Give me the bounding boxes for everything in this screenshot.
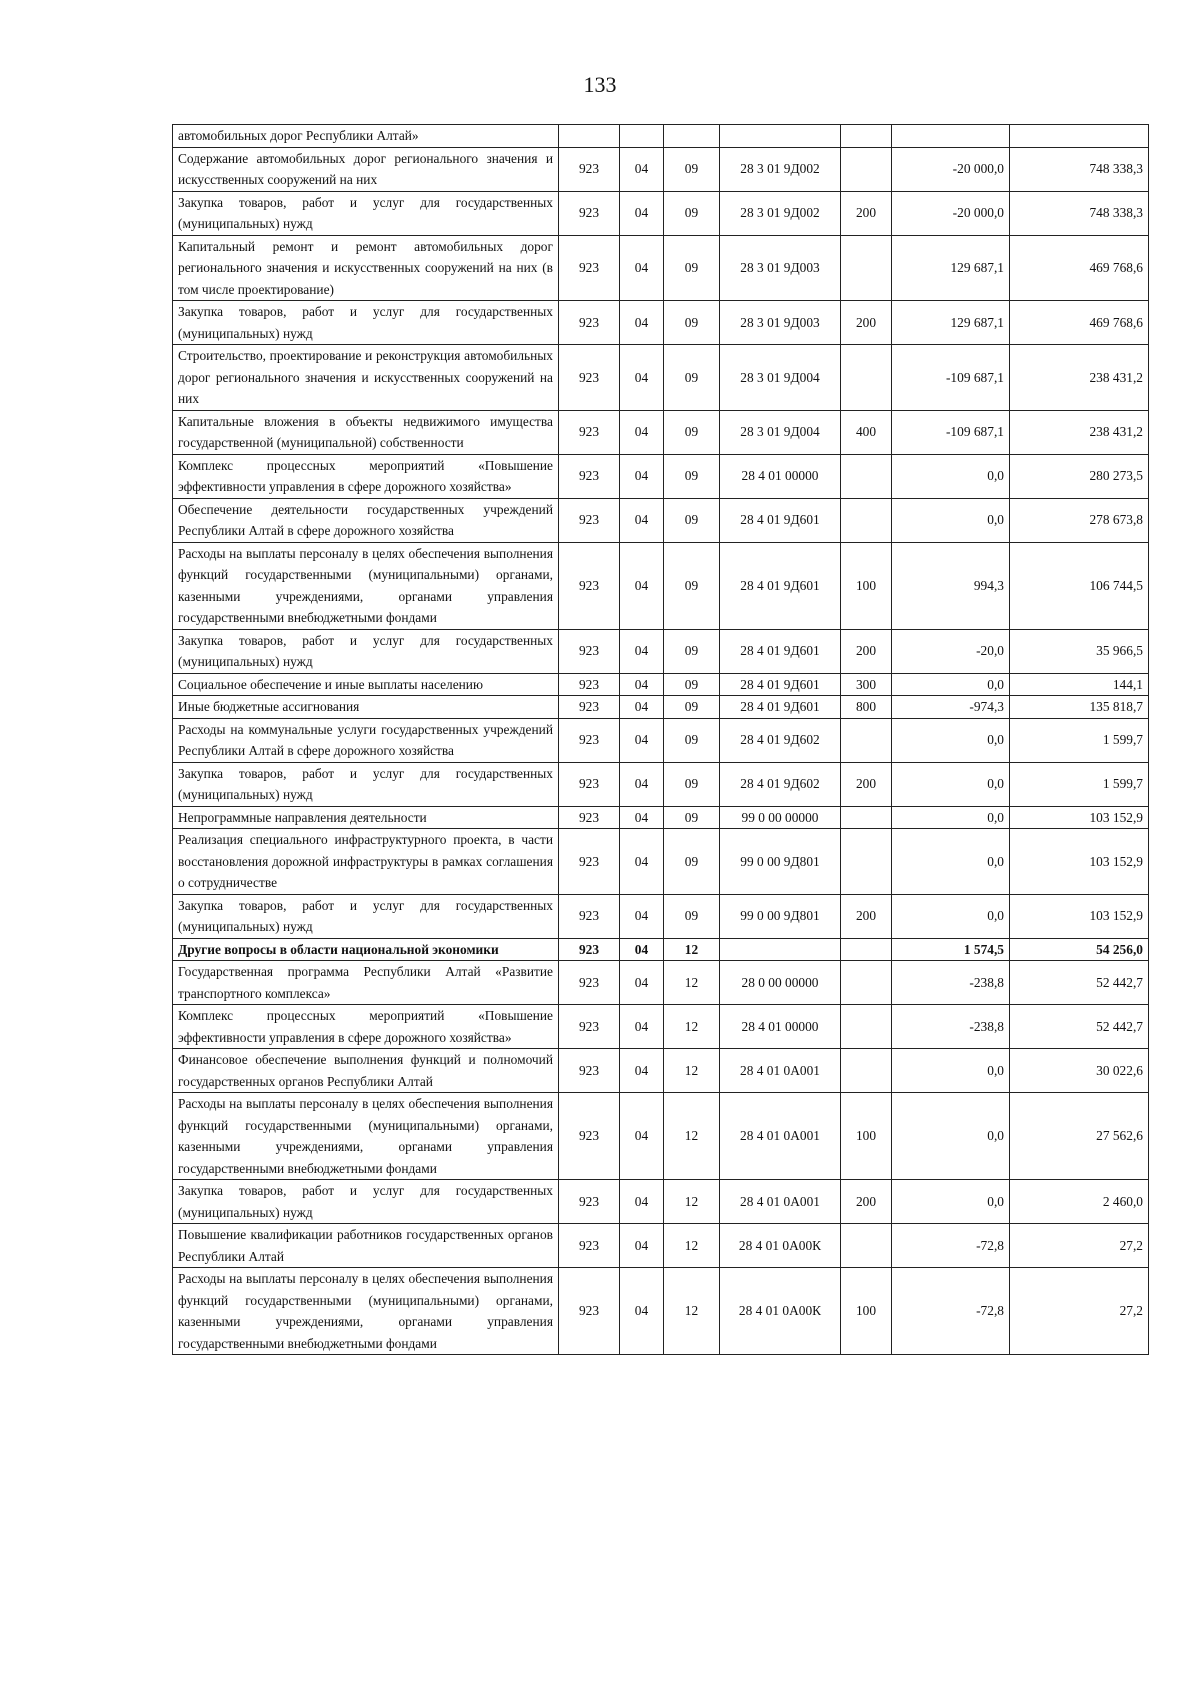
subsection-code: 09 <box>664 718 720 762</box>
subsection-code: 12 <box>664 961 720 1005</box>
total-amount: 135 818,7 <box>1010 696 1149 719</box>
total-amount <box>1010 125 1149 148</box>
section-code: 04 <box>620 410 664 454</box>
table-row <box>173 938 1149 961</box>
expense-type-code: 200 <box>841 762 892 806</box>
expense-type-code: 100 <box>841 542 892 629</box>
total-amount: 748 338,3 <box>1010 147 1149 191</box>
expense-type-code: 300 <box>841 673 892 696</box>
target-article-code: 99 0 00 9Д801 <box>720 829 841 895</box>
target-article-code: 28 3 01 9Д004 <box>720 345 841 411</box>
expense-type-code: 200 <box>841 191 892 235</box>
change-amount: 0,0 <box>892 1093 1010 1180</box>
target-article-code: 28 4 01 00000 <box>720 1005 841 1049</box>
total-amount: 2 460,0 <box>1010 1180 1149 1224</box>
table-row <box>173 673 1149 696</box>
subsection-code: 09 <box>664 235 720 301</box>
section-code: 04 <box>620 301 664 345</box>
change-amount: 0,0 <box>892 829 1010 895</box>
table-row <box>173 301 1149 345</box>
table-row <box>173 345 1149 411</box>
change-amount: -20 000,0 <box>892 147 1010 191</box>
total-amount: 1 599,7 <box>1010 718 1149 762</box>
subsection-code: 09 <box>664 147 720 191</box>
subsection-code: 12 <box>664 1049 720 1093</box>
expense-type-code <box>841 1224 892 1268</box>
row-name: Расходы на выплаты персоналу в целях обеспечения выполнения функций государственными (муниципальными) органами, казенными учреждениями, органами управления государственными внебюджетными фондами <box>173 1268 559 1355</box>
section-code <box>620 125 664 148</box>
expense-type-code <box>841 1005 892 1049</box>
expense-type-code: 200 <box>841 1180 892 1224</box>
total-amount: 1 599,7 <box>1010 762 1149 806</box>
change-amount: 1 574,5 <box>892 938 1010 961</box>
total-amount: 280 273,5 <box>1010 454 1149 498</box>
total-amount: 54 256,0 <box>1010 938 1149 961</box>
total-amount: 106 744,5 <box>1010 542 1149 629</box>
table-row <box>173 542 1149 629</box>
expense-type-code: 100 <box>841 1093 892 1180</box>
expense-type-code <box>841 1049 892 1093</box>
expense-type-code <box>841 961 892 1005</box>
target-article-code: 28 3 01 9Д004 <box>720 410 841 454</box>
table-row <box>173 829 1149 895</box>
table-row <box>173 762 1149 806</box>
admin-code: 923 <box>559 718 620 762</box>
expense-type-code <box>841 829 892 895</box>
admin-code: 923 <box>559 1049 620 1093</box>
admin-code: 923 <box>559 1180 620 1224</box>
row-name: Финансовое обеспечение выполнения функций и полномочий государственных органов Республики Алтай <box>173 1049 559 1093</box>
admin-code: 923 <box>559 696 620 719</box>
target-article-code: 28 0 00 00000 <box>720 961 841 1005</box>
target-article-code: 28 4 01 0А001 <box>720 1093 841 1180</box>
section-code: 04 <box>620 894 664 938</box>
target-article-code <box>720 938 841 961</box>
change-amount: 0,0 <box>892 454 1010 498</box>
admin-code: 923 <box>559 301 620 345</box>
table-row <box>173 1224 1149 1268</box>
table-row <box>173 1005 1149 1049</box>
admin-code: 923 <box>559 454 620 498</box>
section-code: 04 <box>620 147 664 191</box>
total-amount: 748 338,3 <box>1010 191 1149 235</box>
subsection-code: 09 <box>664 345 720 411</box>
table-row <box>173 454 1149 498</box>
row-name: Другие вопросы в области национальной экономики <box>173 938 559 961</box>
total-amount: 278 673,8 <box>1010 498 1149 542</box>
admin-code: 923 <box>559 345 620 411</box>
change-amount: -20 000,0 <box>892 191 1010 235</box>
total-amount: 103 152,9 <box>1010 894 1149 938</box>
table-row <box>173 410 1149 454</box>
change-amount: 0,0 <box>892 718 1010 762</box>
section-code: 04 <box>620 1268 664 1355</box>
admin-code: 923 <box>559 1005 620 1049</box>
total-amount: 103 152,9 <box>1010 806 1149 829</box>
expense-type-code <box>841 806 892 829</box>
row-name: Реализация специального инфраструктурного проекта, в части восстановления дорожной инфраструктуры в рамках соглашения о сотрудничестве <box>173 829 559 895</box>
admin-code: 923 <box>559 762 620 806</box>
change-amount: 0,0 <box>892 894 1010 938</box>
expense-type-code <box>841 454 892 498</box>
admin-code: 923 <box>559 410 620 454</box>
table-row <box>173 718 1149 762</box>
target-article-code: 28 4 01 9Д601 <box>720 673 841 696</box>
row-name: Комплекс процессных мероприятий «Повышение эффективности управления в сфере дорожного хозяйства» <box>173 1005 559 1049</box>
change-amount: 0,0 <box>892 1049 1010 1093</box>
subsection-code: 09 <box>664 894 720 938</box>
section-code: 04 <box>620 542 664 629</box>
row-name: Социальное обеспечение и иные выплаты населению <box>173 673 559 696</box>
expense-type-code: 100 <box>841 1268 892 1355</box>
target-article-code: 99 0 00 00000 <box>720 806 841 829</box>
total-amount: 238 431,2 <box>1010 345 1149 411</box>
total-amount: 27,2 <box>1010 1268 1149 1355</box>
admin-code: 923 <box>559 1093 620 1180</box>
total-amount: 27,2 <box>1010 1224 1149 1268</box>
admin-code: 923 <box>559 498 620 542</box>
page-number: 133 <box>583 72 617 97</box>
table-row <box>173 147 1149 191</box>
row-name: Непрограммные направления деятельности <box>173 806 559 829</box>
subsection-code: 12 <box>664 1093 720 1180</box>
target-article-code: 28 3 01 9Д003 <box>720 301 841 345</box>
table-row <box>173 498 1149 542</box>
change-amount: 0,0 <box>892 762 1010 806</box>
subsection-code: 09 <box>664 410 720 454</box>
subsection-code: 12 <box>664 1180 720 1224</box>
section-code: 04 <box>620 696 664 719</box>
expense-type-code: 200 <box>841 894 892 938</box>
section-code: 04 <box>620 1049 664 1093</box>
expense-type-code <box>841 938 892 961</box>
row-name: Расходы на выплаты персоналу в целях обеспечения выполнения функций государственными (муниципальными) органами, казенными учреждениями, органами управления государственными внебюджетными фондами <box>173 542 559 629</box>
section-code: 04 <box>620 938 664 961</box>
subsection-code: 09 <box>664 301 720 345</box>
section-code: 04 <box>620 345 664 411</box>
table-row <box>173 894 1149 938</box>
admin-code: 923 <box>559 147 620 191</box>
expense-type-code <box>841 718 892 762</box>
expense-type-code: 200 <box>841 629 892 673</box>
subsection-code: 12 <box>664 1224 720 1268</box>
row-name: Обеспечение деятельности государственных учреждений Республики Алтай в сфере дорожного хозяйства <box>173 498 559 542</box>
total-amount: 52 442,7 <box>1010 961 1149 1005</box>
total-amount: 103 152,9 <box>1010 829 1149 895</box>
table-row <box>173 1049 1149 1093</box>
target-article-code: 28 3 01 9Д002 <box>720 147 841 191</box>
change-amount: 0,0 <box>892 806 1010 829</box>
section-code: 04 <box>620 1224 664 1268</box>
admin-code: 923 <box>559 1224 620 1268</box>
row-name: Иные бюджетные ассигнования <box>173 696 559 719</box>
target-article-code: 28 4 01 9Д601 <box>720 696 841 719</box>
section-code: 04 <box>620 762 664 806</box>
admin-code: 923 <box>559 1268 620 1355</box>
expense-type-code <box>841 147 892 191</box>
change-amount: 0,0 <box>892 673 1010 696</box>
row-name: Расходы на выплаты персоналу в целях обеспечения выполнения функций государственными (муниципальными) органами, казенными учреждениями, органами управления государственными внебюджетными фондами <box>173 1093 559 1180</box>
row-name: Закупка товаров, работ и услуг для государственных (муниципальных) нужд <box>173 191 559 235</box>
change-amount: 994,3 <box>892 542 1010 629</box>
change-amount <box>892 125 1010 148</box>
subsection-code: 09 <box>664 454 720 498</box>
row-name: Закупка товаров, работ и услуг для государственных (муниципальных) нужд <box>173 1180 559 1224</box>
expense-type-code: 400 <box>841 410 892 454</box>
subsection-code: 12 <box>664 938 720 961</box>
row-name: Закупка товаров, работ и услуг для государственных (муниципальных) нужд <box>173 762 559 806</box>
target-article-code: 28 3 01 9Д003 <box>720 235 841 301</box>
row-name: Повышение квалификации работников государственных органов Республики Алтай <box>173 1224 559 1268</box>
admin-code: 923 <box>559 191 620 235</box>
target-article-code: 28 4 01 0А001 <box>720 1180 841 1224</box>
section-code: 04 <box>620 235 664 301</box>
subsection-code: 12 <box>664 1005 720 1049</box>
subsection-code: 09 <box>664 762 720 806</box>
row-name: автомобильных дорог Республики Алтай» <box>173 125 559 148</box>
admin-code: 923 <box>559 673 620 696</box>
table-row <box>173 235 1149 301</box>
row-name: Закупка товаров, работ и услуг для государственных (муниципальных) нужд <box>173 629 559 673</box>
row-name: Содержание автомобильных дорог регионального значения и искусственных сооружений на них <box>173 147 559 191</box>
table-row <box>173 629 1149 673</box>
target-article-code: 28 3 01 9Д002 <box>720 191 841 235</box>
total-amount: 469 768,6 <box>1010 301 1149 345</box>
section-code: 04 <box>620 829 664 895</box>
target-article-code: 28 4 01 9Д601 <box>720 629 841 673</box>
admin-code: 923 <box>559 806 620 829</box>
target-article-code <box>720 125 841 148</box>
row-name: Закупка товаров, работ и услуг для государственных (муниципальных) нужд <box>173 301 559 345</box>
total-amount: 144,1 <box>1010 673 1149 696</box>
target-article-code: 28 4 01 9Д602 <box>720 718 841 762</box>
row-name: Закупка товаров, работ и услуг для государственных (муниципальных) нужд <box>173 894 559 938</box>
target-article-code: 28 4 01 00000 <box>720 454 841 498</box>
section-code: 04 <box>620 454 664 498</box>
change-amount: -238,8 <box>892 1005 1010 1049</box>
expense-type-code <box>841 345 892 411</box>
section-code: 04 <box>620 1005 664 1049</box>
expense-type-code <box>841 125 892 148</box>
change-amount: -20,0 <box>892 629 1010 673</box>
row-name: Капитальный ремонт и ремонт автомобильных дорог регионального значения и искусственных сооружений на них (в том числе проектирование) <box>173 235 559 301</box>
table-row <box>173 1268 1149 1355</box>
row-name: Расходы на коммунальные услуги государственных учреждений Республики Алтай в сфере дорожного хозяйства <box>173 718 559 762</box>
section-code: 04 <box>620 673 664 696</box>
table-row <box>173 1180 1149 1224</box>
row-name: Государственная программа Республики Алтай «Развитие транспортного комплекса» <box>173 961 559 1005</box>
table-row <box>173 1093 1149 1180</box>
change-amount: -109 687,1 <box>892 410 1010 454</box>
total-amount: 27 562,6 <box>1010 1093 1149 1180</box>
change-amount: 0,0 <box>892 498 1010 542</box>
target-article-code: 28 4 01 9Д602 <box>720 762 841 806</box>
expense-type-code: 800 <box>841 696 892 719</box>
total-amount: 238 431,2 <box>1010 410 1149 454</box>
target-article-code: 28 4 01 0А00К <box>720 1268 841 1355</box>
section-code: 04 <box>620 718 664 762</box>
change-amount: 0,0 <box>892 1180 1010 1224</box>
subsection-code: 09 <box>664 673 720 696</box>
subsection-code: 09 <box>664 629 720 673</box>
table-row <box>173 696 1149 719</box>
admin-code: 923 <box>559 961 620 1005</box>
admin-code: 923 <box>559 894 620 938</box>
change-amount: -72,8 <box>892 1224 1010 1268</box>
total-amount: 52 442,7 <box>1010 1005 1149 1049</box>
change-amount: -109 687,1 <box>892 345 1010 411</box>
table-row <box>173 191 1149 235</box>
subsection-code: 09 <box>664 542 720 629</box>
target-article-code: 28 4 01 9Д601 <box>720 498 841 542</box>
expense-type-code <box>841 235 892 301</box>
subsection-code: 09 <box>664 806 720 829</box>
change-amount: 129 687,1 <box>892 235 1010 301</box>
change-amount: -72,8 <box>892 1268 1010 1355</box>
section-code: 04 <box>620 806 664 829</box>
table-row <box>173 961 1149 1005</box>
target-article-code: 28 4 01 9Д601 <box>720 542 841 629</box>
target-article-code: 28 4 01 0А001 <box>720 1049 841 1093</box>
change-amount: -974,3 <box>892 696 1010 719</box>
total-amount: 469 768,6 <box>1010 235 1149 301</box>
section-code: 04 <box>620 191 664 235</box>
subsection-code: 09 <box>664 696 720 719</box>
section-code: 04 <box>620 629 664 673</box>
total-amount: 30 022,6 <box>1010 1049 1149 1093</box>
admin-code: 923 <box>559 829 620 895</box>
budget-table <box>172 124 1149 1355</box>
subsection-code: 12 <box>664 1268 720 1355</box>
admin-code: 923 <box>559 235 620 301</box>
budget-table-body <box>173 125 1149 1355</box>
row-name: Капитальные вложения в объекты недвижимого имущества государственной (муниципальной) собственности <box>173 410 559 454</box>
section-code: 04 <box>620 498 664 542</box>
section-code: 04 <box>620 1180 664 1224</box>
target-article-code: 28 4 01 0А00К <box>720 1224 841 1268</box>
section-code: 04 <box>620 1093 664 1180</box>
subsection-code: 09 <box>664 829 720 895</box>
change-amount: -238,8 <box>892 961 1010 1005</box>
change-amount: 129 687,1 <box>892 301 1010 345</box>
table-row <box>173 125 1149 148</box>
row-name: Комплекс процессных мероприятий «Повышение эффективности управления в сфере дорожного хозяйства» <box>173 454 559 498</box>
admin-code: 923 <box>559 629 620 673</box>
row-name: Строительство, проектирование и реконструкция автомобильных дорог регионального значения и искусственных сооружений на них <box>173 345 559 411</box>
section-code: 04 <box>620 961 664 1005</box>
total-amount: 35 966,5 <box>1010 629 1149 673</box>
expense-type-code: 200 <box>841 301 892 345</box>
table-row <box>173 806 1149 829</box>
admin-code <box>559 125 620 148</box>
admin-code: 923 <box>559 938 620 961</box>
admin-code: 923 <box>559 542 620 629</box>
subsection-code: 09 <box>664 498 720 542</box>
subsection-code <box>664 125 720 148</box>
target-article-code: 99 0 00 9Д801 <box>720 894 841 938</box>
expense-type-code <box>841 498 892 542</box>
subsection-code: 09 <box>664 191 720 235</box>
